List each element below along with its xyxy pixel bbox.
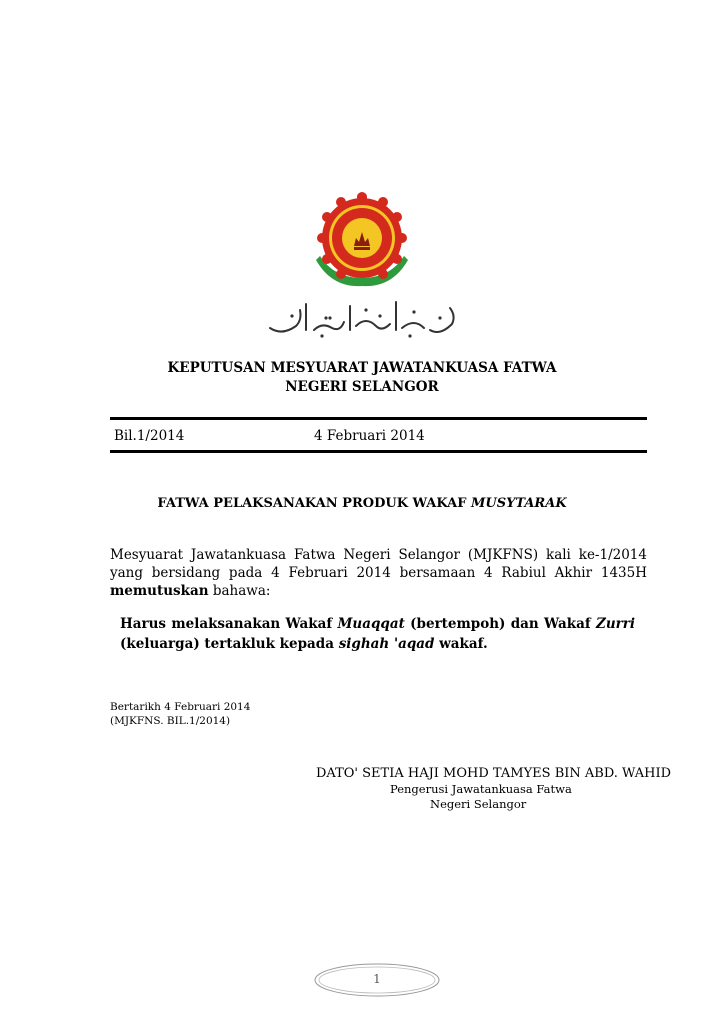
decision-part2: (bertempoh) dan Wakaf [404, 616, 596, 632]
document-title-line1: KEPUTUSAN MESYUARAT JAWATANKUASA FATWA [167, 360, 557, 376]
decision-part1: Harus melaksanakan Wakaf [120, 616, 338, 632]
fatwa-title-text: FATWA PELAKSANAKAN PRODUK WAKAF [157, 496, 471, 511]
decision-italic3: sighah 'aqad [338, 636, 435, 652]
decision-italic1: Muaqqat [337, 616, 405, 632]
reference-number: Bil.1/2014 [114, 428, 185, 444]
decision-part4: wakaf. [434, 636, 488, 652]
mufti-emblem-icon [312, 190, 412, 290]
fatwa-decision [120, 614, 635, 654]
jawi-calligraphy-logo-icon [262, 296, 462, 342]
body-paragraph-bold: memutuskan [110, 583, 209, 599]
fatwa-title-italic: MUSYTARAK [470, 496, 567, 511]
signatory-role-line1: Pengerusi Jawatankuasa Fatwa [390, 782, 572, 796]
decision-part3: (keluarga) tertakluk kepada [120, 636, 339, 652]
header-divider-top [110, 417, 647, 420]
body-paragraph-end: bahawa: [208, 583, 271, 599]
body-paragraph-text: Mesyuarat Jawatankuasa Fatwa Negeri Selangor (MJKFNS) kali ke-1/2014 yang bersidang pada 4 Februari 2014 bersamaan 4 Rabiul Akhir 1435H [110, 547, 647, 581]
reference-line: (MJKFNS. BIL.1/2014) [110, 715, 231, 727]
dated-line: Bertarikh 4 Februari 2014 [110, 701, 251, 713]
header-divider-bottom [110, 450, 647, 453]
signatory-role-line2: Negeri Selangor [430, 797, 527, 811]
reference-date: 4 Februari 2014 [314, 428, 425, 444]
document-title-line2: NEGERI SELANGOR [285, 379, 439, 395]
body-paragraph [110, 546, 647, 600]
fatwa-title [0, 496, 724, 511]
page-number: 1 [373, 972, 381, 986]
decision-italic2: Zurri [595, 616, 635, 632]
signatory-name: DATO' SETIA HAJI MOHD TAMYES BIN ABD. WAHID [316, 766, 672, 781]
